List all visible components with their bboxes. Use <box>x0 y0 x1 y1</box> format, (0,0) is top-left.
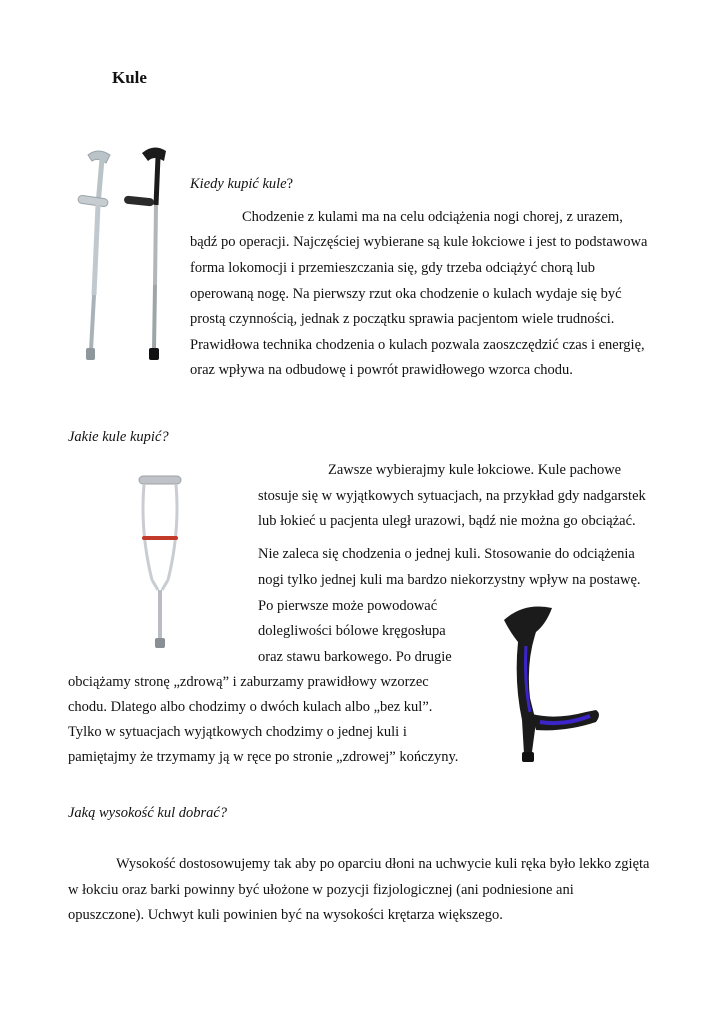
paragraph-line: Nie zaleca się chodzenia o jednej kuli. Stosowanie do odciążenia <box>258 546 635 562</box>
paragraph-line: Wysokość dostosowujemy tak aby po oparciu dłoni na uchwycie kuli ręka było lekko zgięta <box>116 856 650 872</box>
paragraph-line: oraz stawu barkowego. Po drugie <box>258 649 452 665</box>
paragraph-line: pamiętajmy że trzymamy ją w ręce po stronie „zdrowej” kończyny. <box>68 749 459 765</box>
paragraph-line: prostą czynnością, jednak z początku sprawia pacjentom wiele trudności. <box>190 311 615 327</box>
paragraph-line: lub łokieć u pacjenta uległ urazowi, bądź nie można go obciążać. <box>258 513 636 529</box>
paragraph-line: dolegliwości bólowe kręgosłupa <box>258 623 446 639</box>
paragraph-line: Tylko w sytuacjach wyjątkowych chodzimy o jednej kuli i <box>68 724 407 740</box>
page-title: Kule <box>112 68 147 87</box>
section2-heading: Jakie kule kupić? <box>68 429 169 445</box>
forearm-crutches-image <box>80 145 190 370</box>
axillary-crutch-image <box>130 472 190 657</box>
section1-heading-text: Kiedy kupić kule <box>190 176 287 192</box>
paragraph-line: opuszczone). Uchwyt kuli powinien być na wysokości krętarza większego. <box>68 907 503 923</box>
black-crutch-icon <box>124 147 166 360</box>
paragraph-line: Zawsze wybierajmy kule łokciowe. Kule pachowe <box>328 462 622 478</box>
paragraph-line: w łokciu oraz barki powinny być ułożone w pozycji fizjologicznej (ani podniesione ani <box>68 882 574 898</box>
grey-crutch-icon <box>78 151 110 360</box>
paragraph-line: bądź po operacji. Najczęściej wybierane są kule łokciowe i jest to podstawowa <box>190 234 648 250</box>
paragraph-line: Prawidłowa technika chodzenia o kulach pozwala zaoszczędzić czas i energię, <box>190 337 645 353</box>
paragraph-line: Po pierwsze może powodować <box>258 598 438 614</box>
section1-heading-mark: ? <box>286 176 294 192</box>
ergonomic-crutch-image <box>496 602 626 767</box>
section3-heading: Jaką wysokość kul dobrać? <box>68 805 228 821</box>
paragraph-line: obciążamy stronę „zdrową” i zaburzamy prawidłowy wzorzec <box>68 674 429 690</box>
paragraph-line: oraz wpływa na odbudowę i powrót prawidłowego wzorca chodu. <box>190 362 573 378</box>
paragraph-line: chodu. Dlatego albo chodzimy o dwóch kulach albo „bez kul”. <box>68 699 433 715</box>
paragraph-line: operowaną nogę. Na pierwszy rzut oka chodzenie o kulach wydaje się być <box>190 286 622 302</box>
paragraph-line: forma lokomocji i przemieszczania się, gdy trzeba odciążyć chorą lub <box>190 260 596 276</box>
section1-heading <box>190 176 293 193</box>
paragraph-line: Chodzenie z kulami ma na celu odciążenia nogi chorej, z urazem, <box>242 209 623 225</box>
paragraph-line: stosuje się w wyjątkowych sytuacjach, na przykład gdy nadgarstek <box>258 488 646 504</box>
paragraph-line: nogi tylko jednej kuli ma bardzo niekorzystny wpływ na postawę. <box>258 572 641 588</box>
